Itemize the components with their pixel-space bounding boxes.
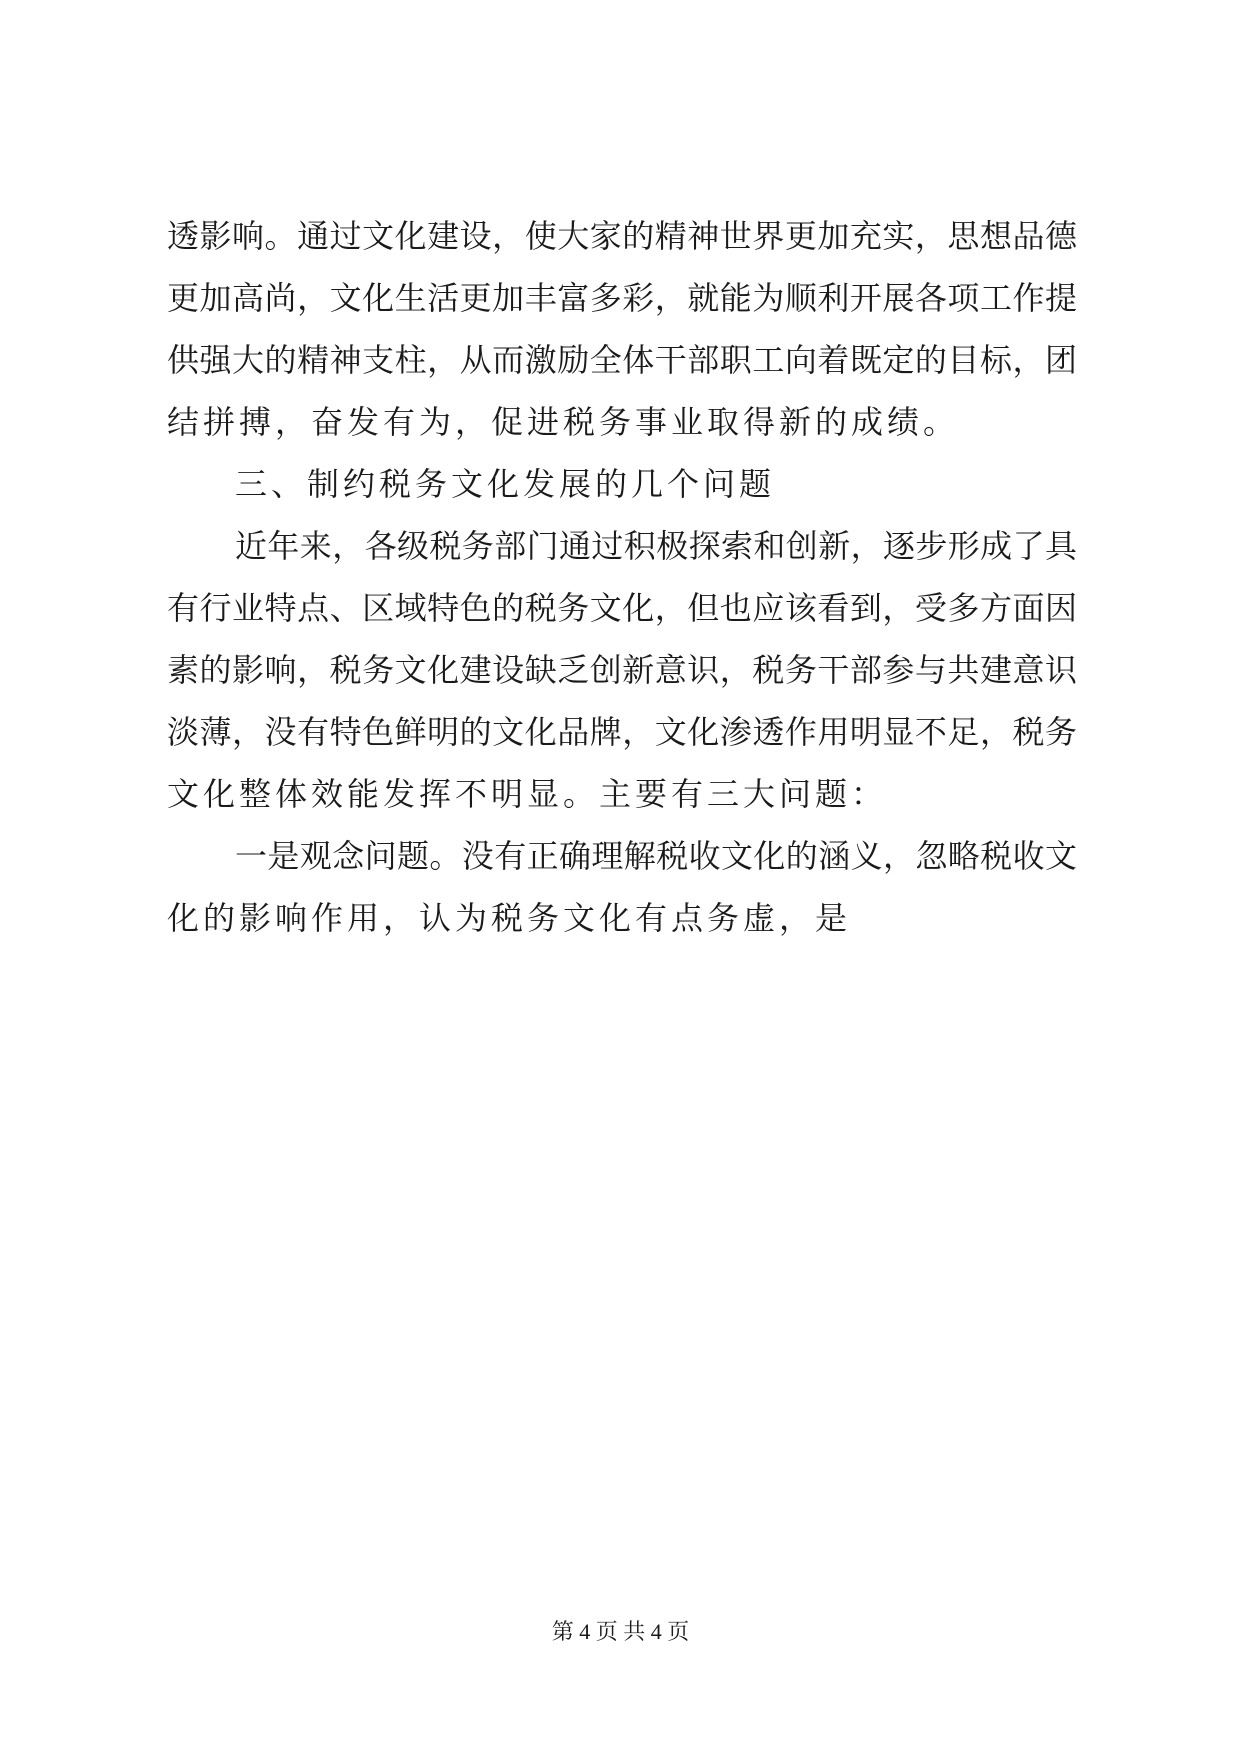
paragraph-line: 有行业特点、区域特色的税务文化，但也应该看到，受多方面因 (167, 589, 1077, 627)
paragraph-line: 一是观念问题。没有正确理解税收文化的涵义，忽略税收文 (235, 837, 1077, 875)
section-heading: 三、制约税务文化发展的几个问题 (235, 465, 776, 503)
document-body (167, 205, 1077, 949)
paragraph-line: 化的影响作用，认为税务文化有点务虚，是 (167, 899, 852, 937)
paragraph-line: 近年来，各级税务部门通过积极探索和创新，逐步形成了具 (235, 527, 1077, 565)
paragraph-line: 素的影响，税务文化建设缺乏创新意识，税务干部参与共建意识 (167, 651, 1077, 689)
paragraph-line: 更加高尚，文化生活更加丰富多彩，就能为顺利开展各项工作提 (167, 279, 1077, 317)
paragraph-line: 淡薄，没有特色鲜明的文化品牌，文化渗透作用明显不足，税务 (167, 713, 1077, 751)
page-number-footer: 第 4 页 共 4 页 (551, 1619, 690, 1644)
paragraph-line: 供强大的精神支柱，从而激励全体干部职工向着既定的目标，团 (167, 341, 1077, 379)
paragraph-line: 结拼搏，奋发有为，促进税务事业取得新的成绩。 (167, 403, 960, 441)
paragraph-line: 透影响。通过文化建设，使大家的精神世界更加充实，思想品德 (167, 217, 1077, 255)
paragraph-line: 文化整体效能发挥不明显。主要有三大问题： (167, 775, 888, 813)
